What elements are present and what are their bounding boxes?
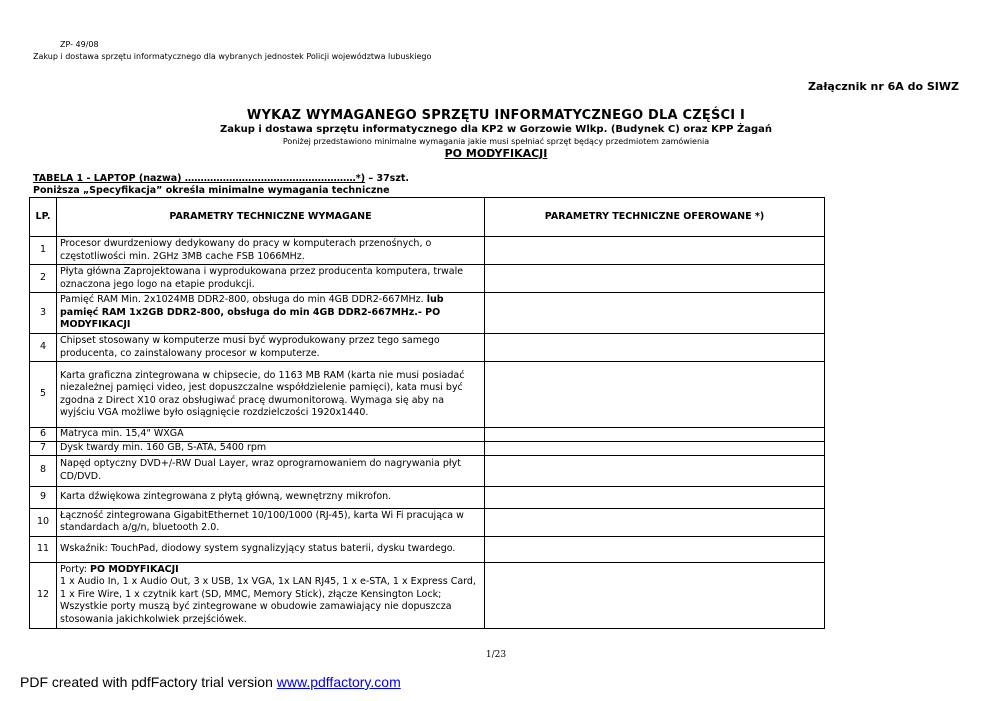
table-row xyxy=(30,536,825,562)
row-offered[interactable] xyxy=(485,362,825,428)
row-required: Chipset stosowany w komputerze musi być wyprodukowany przez tego samego producenta, co zainstalowany procesor w komputerze. xyxy=(57,334,485,362)
spec-table xyxy=(29,197,825,629)
table-row xyxy=(30,237,825,265)
row-number: 4 xyxy=(30,334,57,362)
table-row xyxy=(30,486,825,508)
row-offered[interactable] xyxy=(485,334,825,362)
row-offered[interactable] xyxy=(485,441,825,455)
row-number: 7 xyxy=(30,441,57,455)
row-offered[interactable] xyxy=(485,455,825,486)
row-offered[interactable] xyxy=(485,508,825,536)
table-header-row xyxy=(30,198,825,237)
row-required: Karta dźwiękowa zintegrowana z płytą główną, wewnętrzny mikrofon. xyxy=(57,486,485,508)
row-required xyxy=(57,562,485,628)
table-spec-line: Poniższa „Specyfikacja” określa minimalne wymagania techniczne xyxy=(33,185,390,196)
page-number: 1/23 xyxy=(485,650,507,660)
pdf-footer xyxy=(20,674,401,690)
table-row xyxy=(30,562,825,628)
row-number: 2 xyxy=(30,265,57,293)
pdffactory-link[interactable]: www.pdffactory.com xyxy=(276,674,401,690)
document-title: WYKAZ WYMAGANEGO SPRZĘTU INFORMATYCZNEGO DLA CZĘŚCI I xyxy=(246,108,746,123)
document-subject: Zakup i dostawa sprzętu informatycznego dla wybranych jednostek Policji województwa lubuskiego xyxy=(33,52,432,61)
row-offered[interactable] xyxy=(485,536,825,562)
table-row xyxy=(30,455,825,486)
row-number: 9 xyxy=(30,486,57,508)
row-required-prefix: Porty: xyxy=(60,563,90,575)
row-required: Łączność zintegrowana GigabitEthernet 10/100/1000 (RJ-45), karta Wi Fi pracująca w standardach a/g/n, bluetooth 2.0. xyxy=(57,508,485,536)
table-title-line xyxy=(33,173,409,185)
document-reference: ZP- 49/08 xyxy=(60,40,99,49)
row-required: Napęd optyczny DVD+/-RW Dual Layer, wraz oprogramowaniem do nagrywania płyt CD/DVD. xyxy=(57,455,485,486)
row-required xyxy=(57,293,485,334)
modification-label: PO MODYFIKACJI xyxy=(444,147,548,160)
row-number: 8 xyxy=(30,455,57,486)
row-required: Płyta główna Zaprojektowana i wyprodukowana przez producenta komputera, trwale oznaczona jego logo na etapie produkcji. xyxy=(57,265,485,293)
table-row xyxy=(30,293,825,334)
row-number: 6 xyxy=(30,428,57,442)
title-block xyxy=(0,108,992,160)
row-number: 11 xyxy=(30,536,57,562)
header-lp: LP. xyxy=(30,198,57,237)
row-offered[interactable] xyxy=(485,293,825,334)
row-number: 12 xyxy=(30,562,57,628)
row-number: 1 xyxy=(30,237,57,265)
document-subtitle: Zakup i dostawa sprzętu informatycznego dla KP2 w Gorzowie Wlkp. (Budynek C) oraz KPP Żagań xyxy=(219,124,773,135)
pdf-footer-text: PDF created with pdfFactory trial version xyxy=(20,674,277,690)
row-offered[interactable] xyxy=(485,562,825,628)
row-offered[interactable] xyxy=(485,237,825,265)
row-required: Dysk twardy min. 160 GB, S-ATA, 5400 rpm xyxy=(57,441,485,455)
table-row xyxy=(30,265,825,293)
row-required: Matryca min. 15,4" WXGA xyxy=(57,428,485,442)
row-required-modified: lub pamięć RAM 1x2GB DDR2-800, obsługa do min 4GB DDR2-667MHz.- PO MODYFIKACJI xyxy=(60,294,444,331)
row-required-text: 1 x Audio In, 1 x Audio Out, 3 x USB, 1x VGA, 1x LAN RJ45, 1 x e-STA, 1 x Express Card, 1 x Fire Wire, 1 x czytnik kart (SD, MMC, Memory Stick), złącze Kensington Lock; Wszystkie porty muszą być zintegrowane w obudowie zamawiający nie dopuszcza stosowania jakichkolwiek przejściówek. xyxy=(60,576,476,625)
table-quantity: – 37szt. xyxy=(365,173,410,184)
table-row xyxy=(30,441,825,455)
row-required: Procesor dwurdzeniowy dedykowany do pracy w komputerach przenośnych, o częstotliwości min. 2GHz 3MB cache FSB 1066MHz. xyxy=(57,237,485,265)
requirements-note: Poniżej przedstawiono minimalne wymagania jakie musi spełniać sprzęt będący przedmiotem zamówienia xyxy=(282,137,710,146)
row-required: Wskaźnik: TouchPad, diodowy system sygnalizyjący status baterii, dysku twardego. xyxy=(57,536,485,562)
row-required-text: Pamięć RAM Min. 2x1024MB DDR2-800, obsługa do min 4GB DDR2-667MHz. xyxy=(60,294,424,306)
header-offered: PARAMETRY TECHNICZNE OFEROWANE *) xyxy=(485,198,825,237)
row-required: Karta graficzna zintegrowana w chipsecie, do 1163 MB RAM (karta nie musi posiadać niezależnej pamięci video, jest dopuszczalne współdzielenie pamięci), kata musi być zgodna z Direct X10 oraz obsługiwać pracę dwumonitorową. Wymaga się aby na wyjściu VGA możliwe było osiągnięcie rozdzielczości 1920x1440. xyxy=(57,362,485,428)
table-row xyxy=(30,508,825,536)
table-row xyxy=(30,428,825,442)
header-required: PARAMETRY TECHNICZNE WYMAGANE xyxy=(57,198,485,237)
row-number: 10 xyxy=(30,508,57,536)
row-offered[interactable] xyxy=(485,428,825,442)
table-row xyxy=(30,362,825,428)
annex-label: Załącznik nr 6A do SIWZ xyxy=(807,80,959,93)
table-row xyxy=(30,334,825,362)
row-number: 3 xyxy=(30,293,57,334)
row-required-modified: PO MODYFIKACJI xyxy=(89,563,179,575)
row-offered[interactable] xyxy=(485,486,825,508)
row-number: 5 xyxy=(30,362,57,428)
table-caption xyxy=(33,173,409,197)
row-offered[interactable] xyxy=(485,265,825,293)
table-name: TABELA 1 - LAPTOP (nazwa) ………………………………………………*) xyxy=(33,173,366,184)
